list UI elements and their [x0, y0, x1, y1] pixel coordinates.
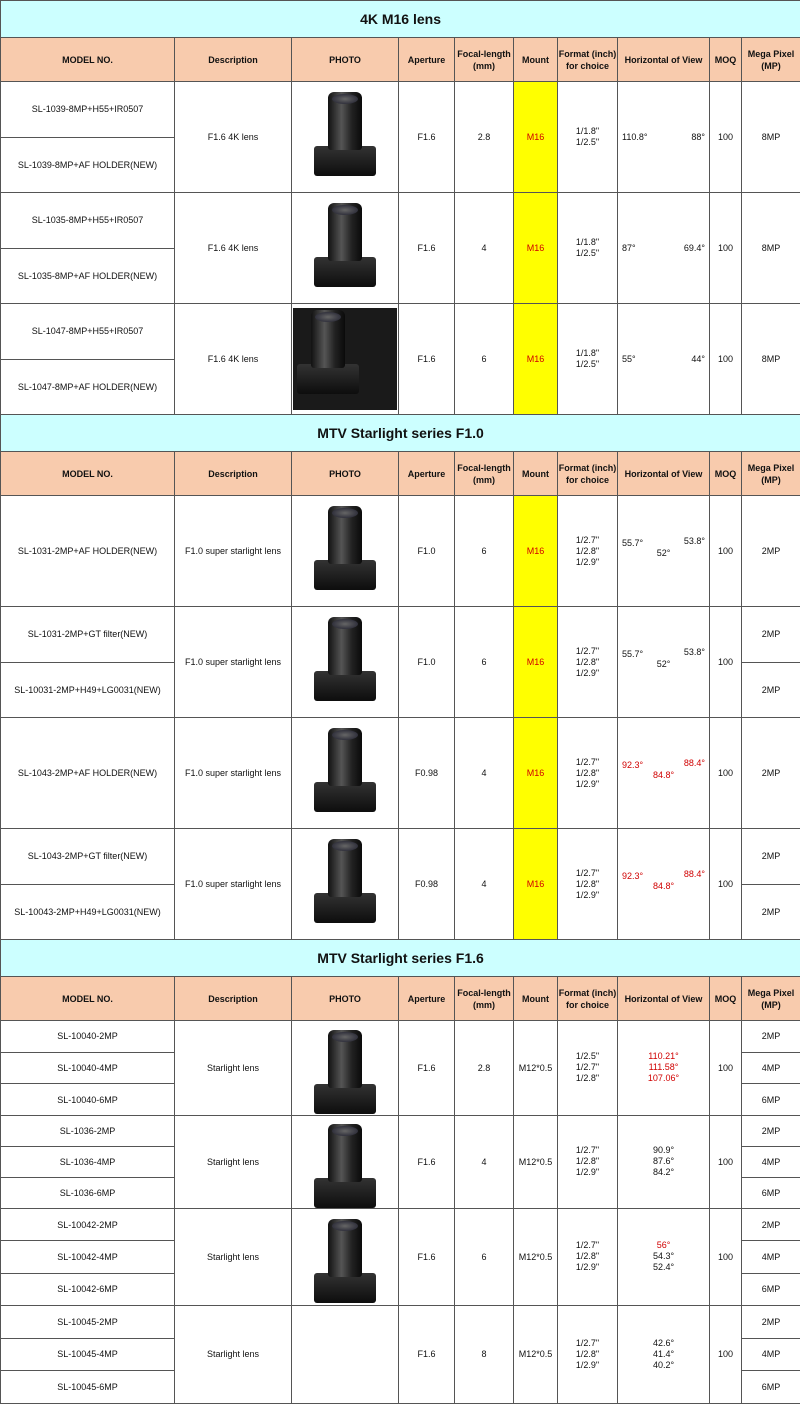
table-row — [1, 496, 800, 607]
aperture-cell: F1.6 — [399, 82, 455, 193]
hov-value: 110.21° — [648, 1051, 679, 1062]
hov-value: 53.8° — [683, 647, 705, 657]
lens-photo — [310, 504, 380, 599]
hov-value: 55° — [622, 354, 636, 364]
model-no-cell: SL-10045-2MP — [1, 1305, 175, 1338]
aperture-cell: F1.6 — [399, 1115, 455, 1208]
format-value: 1/2.8" — [575, 1156, 600, 1167]
model-no-cell: SL-10040-6MP — [1, 1084, 175, 1116]
photo-cell — [292, 1021, 399, 1116]
mega-pixel-cell: 4MP — [742, 1241, 800, 1273]
hov-list — [618, 1145, 709, 1178]
focal-length-cell: 2.8 — [455, 82, 514, 193]
moq-cell: 100 — [710, 829, 742, 940]
mega-pixel-cell: 6MP — [742, 1177, 800, 1208]
aperture-cell: F1.6 — [399, 304, 455, 415]
hov-value: 84.8° — [652, 770, 675, 780]
model-no-cell: SL-10042-2MP — [1, 1208, 175, 1240]
hov-tri — [618, 647, 709, 677]
horizontal-view-cell — [618, 1115, 710, 1208]
hov-value: 52° — [656, 548, 671, 558]
moq-cell: 100 — [710, 1021, 742, 1116]
lens-base — [314, 893, 376, 923]
hov-value: 88° — [691, 132, 705, 142]
moq-cell: 100 — [710, 607, 742, 718]
hov-list — [618, 1338, 709, 1371]
focal-length-cell: 4 — [455, 829, 514, 940]
lens-base — [314, 1273, 376, 1303]
header-photo: PHOTO — [292, 38, 399, 82]
aperture-cell: F1.6 — [399, 193, 455, 304]
focal-length-cell: 2.8 — [455, 1021, 514, 1116]
hov-value: 41.4° — [652, 1348, 675, 1359]
mega-pixel-cell: 2MP — [742, 1115, 800, 1146]
hov-value: 53.8° — [683, 536, 705, 546]
format-value: 1/2.8" — [575, 1251, 600, 1262]
format-cell — [558, 193, 618, 304]
format-cell — [558, 1208, 618, 1305]
model-no-cell: SL-10042-6MP — [1, 1273, 175, 1305]
format-value: 1/2.8" — [575, 767, 600, 778]
header-mega-pixel: Mega Pixel (MP) — [742, 38, 800, 82]
photo-cell — [292, 718, 399, 829]
mega-pixel-cell: 2MP — [742, 607, 800, 663]
hov-value: 44° — [691, 354, 705, 364]
description-cell: F1.0 super starlight lens — [175, 607, 292, 718]
table-row — [1, 1115, 800, 1146]
format-value: 1/2.8" — [575, 545, 600, 556]
header-focal-length: Focal-length (mm) — [455, 977, 514, 1021]
horizontal-view-cell — [618, 1021, 710, 1116]
format-value: 1/2.7" — [575, 867, 600, 878]
photo-cell — [292, 82, 399, 193]
format-cell — [558, 718, 618, 829]
lens-photo — [310, 1028, 380, 1108]
format-value: 1/2.9" — [575, 889, 600, 900]
photo-cell — [292, 1208, 399, 1305]
header-row — [1, 977, 800, 1021]
mega-pixel-cell: 6MP — [742, 1273, 800, 1305]
focal-length-cell: 4 — [455, 193, 514, 304]
photo-cell — [292, 304, 399, 415]
hov-value: 55.7° — [622, 538, 644, 548]
focal-length-cell: 4 — [455, 1115, 514, 1208]
header-focal-length: Focal-length (mm) — [455, 452, 514, 496]
hov-value: 84.2° — [652, 1167, 675, 1178]
description-cell: F1.6 4K lens — [175, 193, 292, 304]
focal-length-cell: 6 — [455, 1208, 514, 1305]
format-value: 1/2.8" — [575, 1348, 600, 1359]
lens-photo-dark — [293, 308, 397, 410]
lens-glass — [332, 619, 358, 629]
lens-photo — [310, 1217, 380, 1297]
hov-tri — [618, 758, 709, 788]
model-no-cell: SL-1036-6MP — [1, 1177, 175, 1208]
description-cell: F1.0 super starlight lens — [175, 829, 292, 940]
moq-cell: 100 — [710, 82, 742, 193]
aperture-cell: F1.6 — [399, 1305, 455, 1403]
mega-pixel-cell: 4MP — [742, 1052, 800, 1084]
table-row — [1, 718, 800, 829]
format-cell — [558, 1115, 618, 1208]
model-no-cell: SL-10031-2MP+H49+LG0031(NEW) — [1, 662, 175, 718]
lens-glass — [332, 1126, 358, 1136]
lens-photo — [310, 201, 380, 296]
format-cell — [558, 304, 618, 415]
horizontal-view-cell — [618, 718, 710, 829]
header-row — [1, 38, 800, 82]
format-value: 1/2.5" — [575, 248, 600, 258]
lens-base — [314, 671, 376, 701]
section-title-row — [1, 940, 800, 977]
horizontal-view-cell — [618, 829, 710, 940]
format-value: 1/2.9" — [575, 778, 600, 789]
photo-cell — [292, 496, 399, 607]
format-value: 1/2.7" — [575, 756, 600, 767]
section-title-row — [1, 415, 800, 452]
hov-value: 69.4° — [683, 243, 705, 253]
aperture-cell: F1.6 — [399, 1208, 455, 1305]
description-cell: Starlight lens — [175, 1208, 292, 1305]
hov-value: 111.58° — [648, 1062, 679, 1073]
aperture-cell: F0.98 — [399, 829, 455, 940]
table-row — [1, 1208, 800, 1240]
mount-cell: M12*0.5 — [514, 1305, 558, 1403]
horizontal-view-cell — [618, 304, 710, 415]
header-model-no: MODEL NO. — [1, 38, 175, 82]
mega-pixel-cell: 2MP — [742, 1021, 800, 1053]
section-title: MTV Starlight series F1.6 — [1, 940, 800, 977]
header-mega-pixel: Mega Pixel (MP) — [742, 452, 800, 496]
header-row — [1, 452, 800, 496]
aperture-cell: F0.98 — [399, 718, 455, 829]
lens-photo — [310, 726, 380, 821]
header-mount: Mount — [514, 452, 558, 496]
format-value: 1/2.8" — [575, 656, 600, 667]
aperture-cell: F1.6 — [399, 1021, 455, 1116]
model-no-cell: SL-1036-4MP — [1, 1146, 175, 1177]
model-no-cell: SL-1036-2MP — [1, 1115, 175, 1146]
table-row — [1, 193, 800, 249]
header-description: Description — [175, 452, 292, 496]
lens-glass — [332, 841, 358, 851]
header-aperture: Aperture — [399, 452, 455, 496]
lens-glass — [332, 205, 358, 215]
lens-base — [314, 1178, 376, 1208]
mount-cell: M16 — [514, 193, 558, 304]
description-cell: Starlight lens — [175, 1305, 292, 1403]
hov-value: 92.3° — [622, 760, 644, 770]
table-row — [1, 607, 800, 663]
description-cell: F1.0 super starlight lens — [175, 496, 292, 607]
model-no-cell: SL-1035-8MP+H55+IR0507 — [1, 193, 175, 249]
mount-cell: M16 — [514, 718, 558, 829]
mega-pixel-cell: 8MP — [742, 304, 800, 415]
table-row — [1, 82, 800, 138]
header-format: Format (inch) for choice — [558, 38, 618, 82]
header-format: Format (inch) for choice — [558, 452, 618, 496]
header-moq: MOQ — [710, 38, 742, 82]
horizontal-view-cell — [618, 1305, 710, 1403]
format-value: 1/2.7" — [575, 534, 600, 545]
lens-photo — [310, 615, 380, 710]
horizontal-view-cell — [618, 193, 710, 304]
model-no-cell: SL-1043-2MP+GT filter(NEW) — [1, 829, 175, 885]
mount-cell: M12*0.5 — [514, 1115, 558, 1208]
hov-value: 88.4° — [683, 869, 705, 879]
horizontal-view-cell — [618, 607, 710, 718]
model-no-cell: SL-10042-4MP — [1, 1241, 175, 1273]
lens-base — [314, 560, 376, 590]
format-value: 1/2.8" — [575, 878, 600, 889]
mega-pixel-cell: 6MP — [742, 1371, 800, 1404]
header-model-no: MODEL NO. — [1, 452, 175, 496]
moq-cell: 100 — [710, 1115, 742, 1208]
mega-pixel-cell: 8MP — [742, 193, 800, 304]
format-cell — [558, 1305, 618, 1403]
model-no-cell: SL-1039-8MP+H55+IR0507 — [1, 82, 175, 138]
model-no-cell: SL-1035-8MP+AF HOLDER(NEW) — [1, 248, 175, 304]
moq-cell: 100 — [710, 193, 742, 304]
format-value: 1/2.8" — [575, 1073, 600, 1084]
photo-cell — [292, 1305, 399, 1403]
mega-pixel-cell: 2MP — [742, 1208, 800, 1240]
format-cell — [558, 829, 618, 940]
header-aperture: Aperture — [399, 977, 455, 1021]
mount-cell: M16 — [514, 82, 558, 193]
moq-cell: 100 — [710, 304, 742, 415]
format-value: 1/1.8" — [575, 237, 600, 247]
hov-value: 110.8° — [622, 132, 648, 142]
model-no-cell: SL-1047-8MP+H55+IR0507 — [1, 304, 175, 360]
focal-length-cell: 6 — [455, 607, 514, 718]
model-no-cell: SL-10040-4MP — [1, 1052, 175, 1084]
model-no-cell: SL-10040-2MP — [1, 1021, 175, 1053]
table-row — [1, 1021, 800, 1053]
format-value: 1/2.5" — [575, 137, 600, 147]
format-cell — [558, 607, 618, 718]
lens-glass — [332, 1032, 358, 1042]
hov-value: 52.4° — [652, 1262, 675, 1273]
header-focal-length: Focal-length (mm) — [455, 38, 514, 82]
hov-value: 84.8° — [652, 881, 675, 891]
description-cell: F1.6 4K lens — [175, 82, 292, 193]
hov-value: 107.06° — [647, 1073, 680, 1084]
hov-value: 90.9° — [652, 1145, 675, 1156]
model-no-cell: SL-1039-8MP+AF HOLDER(NEW) — [1, 137, 175, 193]
mega-pixel-cell: 2MP — [742, 829, 800, 885]
moq-cell: 100 — [710, 1305, 742, 1403]
hov-value: 55.7° — [622, 649, 644, 659]
model-no-cell: SL-1043-2MP+AF HOLDER(NEW) — [1, 718, 175, 829]
format-value: 1/2.9" — [575, 667, 600, 678]
hov-pair — [618, 243, 709, 253]
header-mount: Mount — [514, 38, 558, 82]
hov-tri — [618, 536, 709, 566]
hov-value: 87.6° — [652, 1156, 675, 1167]
photo-cell — [292, 193, 399, 304]
horizontal-view-cell — [618, 1208, 710, 1305]
lens-glass — [332, 94, 358, 104]
model-no-cell: SL-1031-2MP+GT filter(NEW) — [1, 607, 175, 663]
mega-pixel-cell: 6MP — [742, 1084, 800, 1116]
mega-pixel-cell: 8MP — [742, 82, 800, 193]
header-mega-pixel: Mega Pixel (MP) — [742, 977, 800, 1021]
mount-cell: M16 — [514, 829, 558, 940]
lens-photo — [310, 1122, 380, 1202]
model-no-cell: SL-10043-2MP+H49+LG0031(NEW) — [1, 884, 175, 940]
moq-cell: 100 — [710, 496, 742, 607]
focal-length-cell: 6 — [455, 496, 514, 607]
format-value: 1/2.9" — [575, 556, 600, 567]
focal-length-cell: 4 — [455, 718, 514, 829]
format-value: 1/2.5" — [575, 359, 600, 369]
header-photo: PHOTO — [292, 977, 399, 1021]
mount-cell: M12*0.5 — [514, 1208, 558, 1305]
format-value: 1/2.7" — [575, 1337, 600, 1348]
format-value: 1/2.9" — [575, 1262, 600, 1273]
lens-base — [314, 257, 376, 287]
hov-value: 42.6° — [652, 1337, 675, 1348]
mount-cell: M16 — [514, 607, 558, 718]
hov-value: 92.3° — [622, 871, 644, 881]
header-moq: MOQ — [710, 452, 742, 496]
header-mount: Mount — [514, 977, 558, 1021]
format-cell — [558, 82, 618, 193]
header-description: Description — [175, 38, 292, 82]
hov-value: 52° — [656, 659, 671, 669]
section-title: 4K M16 lens — [1, 1, 800, 38]
lens-photo — [310, 837, 380, 932]
lens-photo — [310, 90, 380, 185]
hov-value: 54.3° — [652, 1251, 675, 1262]
mega-pixel-cell: 4MP — [742, 1338, 800, 1371]
format-value: 1/2.9" — [575, 1167, 600, 1178]
description-cell: Starlight lens — [175, 1115, 292, 1208]
hov-tri — [618, 869, 709, 899]
hov-list — [618, 1240, 709, 1273]
format-cell — [558, 1021, 618, 1116]
lens-base — [314, 1084, 376, 1114]
format-value: 1/1.8" — [575, 126, 600, 136]
hov-pair — [618, 132, 709, 142]
section-title: MTV Starlight series F1.0 — [1, 415, 800, 452]
description-cell: Starlight lens — [175, 1021, 292, 1116]
format-value: 1/2.9" — [575, 1359, 600, 1370]
photo-cell — [292, 829, 399, 940]
description-cell: F1.0 super starlight lens — [175, 718, 292, 829]
format-value: 1/2.7" — [575, 1145, 600, 1156]
format-value: 1/2.5" — [575, 1051, 600, 1062]
lens-base — [314, 146, 376, 176]
focal-length-cell: 6 — [455, 304, 514, 415]
model-no-cell: SL-10045-6MP — [1, 1371, 175, 1404]
header-horizontal-view: Horizontal of View — [618, 977, 710, 1021]
hov-value: 56° — [656, 1240, 671, 1251]
focal-length-cell: 8 — [455, 1305, 514, 1403]
hov-value: 87° — [622, 243, 636, 253]
description-cell: F1.6 4K lens — [175, 304, 292, 415]
lens-glass — [332, 1221, 358, 1231]
header-horizontal-view: Horizontal of View — [618, 38, 710, 82]
horizontal-view-cell — [618, 82, 710, 193]
format-value: 1/1.8" — [575, 348, 600, 358]
lens-glass — [315, 312, 341, 322]
format-value: 1/2.7" — [575, 645, 600, 656]
table-row — [1, 1305, 800, 1338]
format-value: 1/2.7" — [575, 1240, 600, 1251]
mega-pixel-cell: 2MP — [742, 718, 800, 829]
aperture-cell: F1.0 — [399, 607, 455, 718]
mega-pixel-cell: 2MP — [742, 662, 800, 718]
header-moq: MOQ — [710, 977, 742, 1021]
mega-pixel-cell: 4MP — [742, 1146, 800, 1177]
hov-value: 40.2° — [652, 1359, 675, 1370]
lens-glass — [332, 730, 358, 740]
header-description: Description — [175, 977, 292, 1021]
moq-cell: 100 — [710, 1208, 742, 1305]
header-model-no: MODEL NO. — [1, 977, 175, 1021]
hov-list — [618, 1051, 709, 1084]
photo-cell — [292, 1115, 399, 1208]
model-no-cell: SL-10045-4MP — [1, 1338, 175, 1371]
mega-pixel-cell: 2MP — [742, 1305, 800, 1338]
format-cell — [558, 496, 618, 607]
format-value: 1/2.7" — [575, 1062, 600, 1073]
mega-pixel-cell: 2MP — [742, 496, 800, 607]
header-aperture: Aperture — [399, 38, 455, 82]
header-horizontal-view: Horizontal of View — [618, 452, 710, 496]
section-title-row — [1, 1, 800, 38]
moq-cell: 100 — [710, 718, 742, 829]
lens-base — [314, 782, 376, 812]
table-row — [1, 829, 800, 885]
model-no-cell: SL-1031-2MP+AF HOLDER(NEW) — [1, 496, 175, 607]
hov-pair — [618, 354, 709, 364]
header-format: Format (inch) for choice — [558, 977, 618, 1021]
header-photo: PHOTO — [292, 452, 399, 496]
lens-base — [297, 364, 359, 394]
mount-cell: M12*0.5 — [514, 1021, 558, 1116]
mega-pixel-cell: 2MP — [742, 884, 800, 940]
mount-cell: M16 — [514, 304, 558, 415]
photo-cell — [292, 607, 399, 718]
model-no-cell: SL-1047-8MP+AF HOLDER(NEW) — [1, 359, 175, 415]
lens-glass — [332, 508, 358, 518]
aperture-cell: F1.0 — [399, 496, 455, 607]
horizontal-view-cell — [618, 496, 710, 607]
table-row — [1, 304, 800, 360]
hov-value: 88.4° — [683, 758, 705, 768]
mount-cell: M16 — [514, 496, 558, 607]
